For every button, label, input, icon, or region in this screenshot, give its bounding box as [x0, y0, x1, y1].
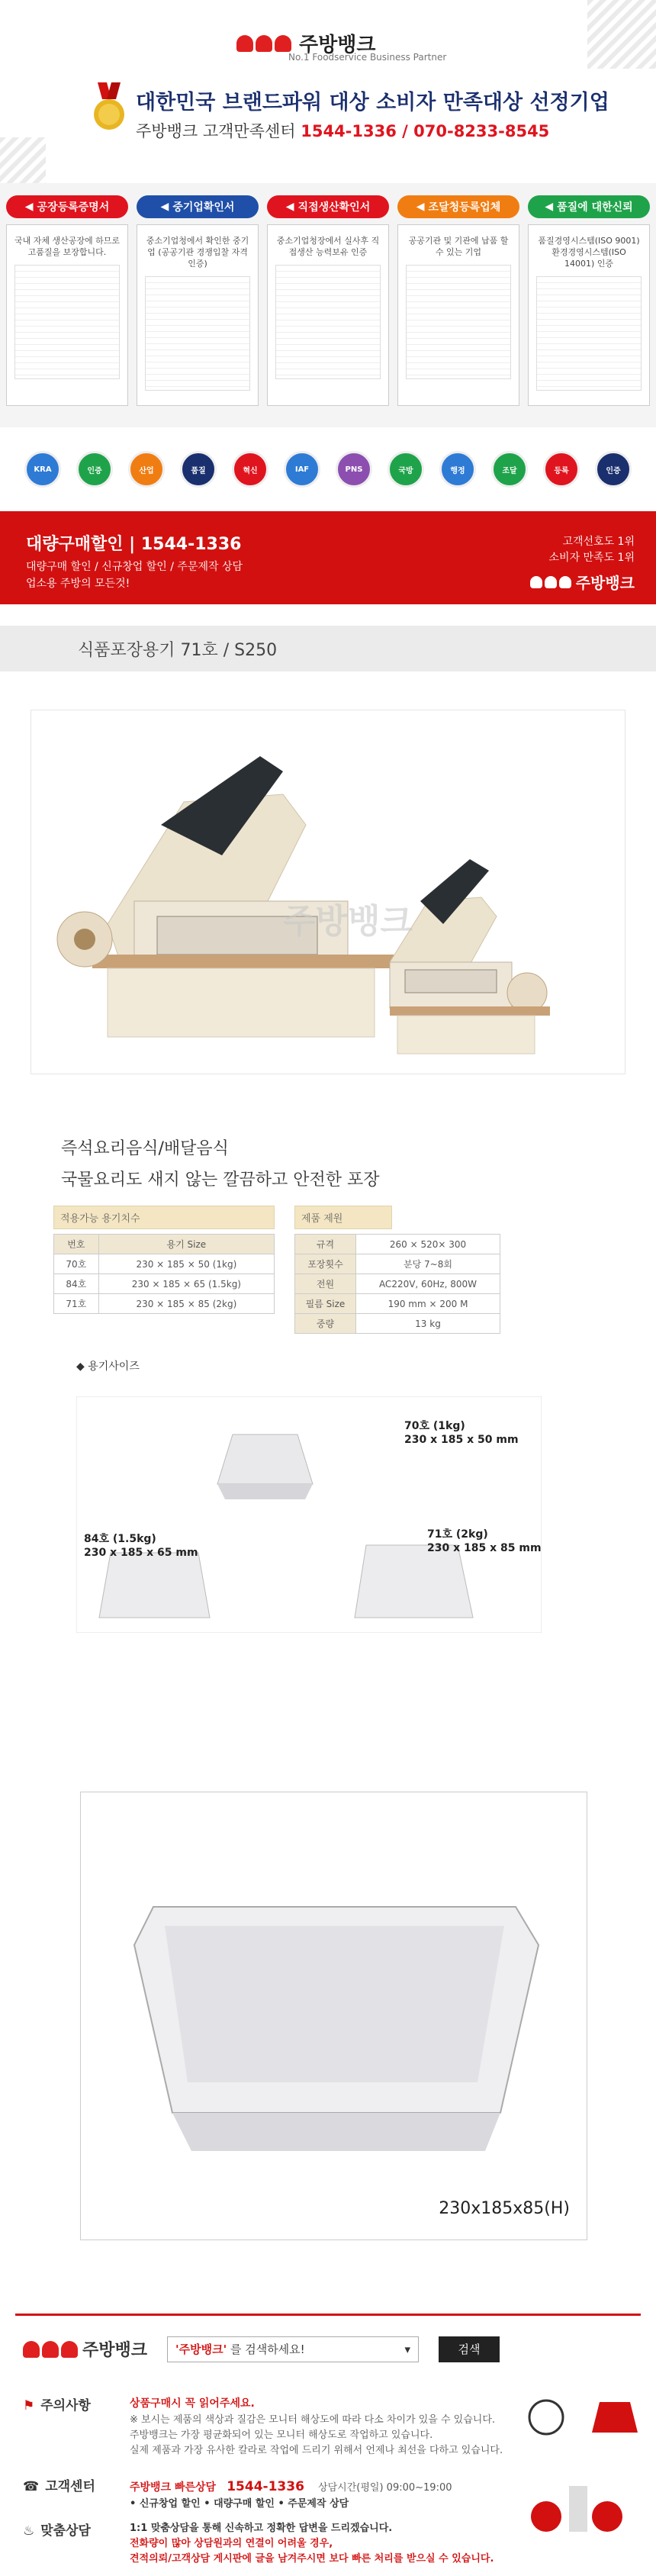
certificate-desc: 국내 자체 생산공장에 하므로 고품질을 보장합니다.	[14, 236, 121, 257]
certificate-document	[406, 265, 511, 379]
desc-line-1: 즉석요리음식/배달음식	[61, 1139, 229, 1158]
cs-hours: 상담시간(평일) 09:00~19:00	[318, 2482, 452, 2494]
table-cell: 230 × 185 × 65 (1.5kg)	[98, 1274, 274, 1294]
kettle-icon: ♨	[23, 2523, 35, 2539]
notice-3: 실제 제품과 가장 유사한 칼라로 작업에 드리기 위해서 언제나 최선을 다하고 있습니다.	[130, 2444, 503, 2456]
table-caption: 제품 제원	[294, 1206, 392, 1229]
certificate-title: 직접생산확인서	[297, 201, 371, 214]
table-cell: 70호	[54, 1254, 99, 1274]
certificate-tab	[137, 195, 259, 218]
table-cell: 분당 7~8회	[356, 1254, 500, 1274]
arrow-icon: ◀	[416, 201, 425, 213]
certificate-paper	[528, 224, 650, 406]
certificate-desc: 공공기관 및 기관에 납품 할 수 있는 기업	[408, 236, 509, 257]
cup-71-shape	[355, 1545, 473, 1618]
certificate-paper	[397, 224, 519, 406]
cup-70-dim: 230 x 185 x 50 mm	[404, 1434, 519, 1447]
spec-table	[294, 1206, 500, 1358]
cert-badge-icon: 조달	[491, 451, 528, 488]
table-cell: 71호	[54, 1294, 99, 1314]
cup-70-label	[404, 1419, 519, 1447]
cs-phone: 1544-1336 / 070-8233-8545	[301, 122, 550, 140]
certificate-desc: 품질경영시스템(ISO 9001) 환경경영시스템(ISO 14001) 인증	[538, 236, 640, 269]
cs-label: 주방뱅크 고객만족센터	[136, 122, 296, 140]
banner-line1: 대량구매 할인 / 신규창업 할인 / 주문제작 상담	[26, 561, 243, 573]
large-container-image	[80, 1792, 587, 2240]
certificate-card[interactable]	[528, 195, 650, 406]
th-size: 용기 Size	[98, 1235, 274, 1254]
cert-badge-icon: 등록	[543, 451, 580, 488]
notice-1: ※ 보시는 제품의 색상과 질감은 모니터 해상도에 따라 다소 차이가 있을 수 있습니다.	[130, 2413, 496, 2426]
certificate-title: 품질에 대한신뢰	[557, 201, 633, 214]
arrow-icon: ◀	[24, 201, 34, 213]
cs-phone-footer[interactable]: 1544-1336	[227, 2479, 304, 2494]
consult-2: 전화량이 많아 상담원과의 연결이 어려울 경우,	[130, 2538, 333, 2550]
certificates-section	[0, 183, 656, 427]
badge-row	[0, 427, 656, 511]
certificate-tab	[397, 195, 519, 218]
table-row	[295, 1235, 500, 1254]
certificates-row	[0, 195, 656, 406]
large-container-illustration	[81, 1792, 587, 2240]
header	[0, 0, 656, 183]
certificate-document	[145, 276, 250, 391]
certificate-tab	[6, 195, 128, 218]
table-cell: 13 kg	[356, 1314, 500, 1334]
certificate-title: 중기업확인서	[172, 201, 235, 214]
certificate-document	[14, 265, 120, 379]
banner-line2: 업소용 주방의 모든것!	[26, 578, 130, 590]
product-title-bar	[0, 626, 656, 671]
notice-heading: ⚑ 주의사항	[15, 2396, 130, 2458]
certificate-paper	[137, 224, 259, 406]
product-title: 식품포장용기 71호 / S250	[78, 640, 278, 660]
cs-fast: 주방뱅크 빠른상담	[130, 2481, 217, 2494]
medal-icon	[92, 82, 127, 133]
consult-3: 견적의뢰/고객상담 게시판에 글을 남겨주시면 보다 빠른 처리를 받으실 수 있습니다.	[130, 2553, 494, 2565]
certificate-card[interactable]	[6, 195, 128, 406]
banner-title: 대량구매할인 | 1544-1336	[26, 535, 242, 554]
table-cell: 84호	[54, 1274, 99, 1294]
certificate-document	[536, 276, 642, 391]
table-row	[54, 1254, 275, 1274]
table-row	[54, 1294, 275, 1314]
table-cell: 필름 Size	[295, 1294, 356, 1314]
consult-1: 1:1 맞춤상담을 통해 신속하고 정확한 답변을 드리겠습니다.	[130, 2523, 393, 2534]
arrow-icon: ◀	[160, 201, 169, 213]
cup-84-dim: 230 x 185 x 65 mm	[84, 1547, 198, 1560]
cup-84-shape	[99, 1553, 210, 1618]
desc-line-2: 국물요리도 새지 않는 깔끔하고 안전한 포장	[61, 1170, 380, 1190]
cs-tags: • 신규창업 할인 • 대량구매 할인 • 주문제작 상담	[130, 2498, 349, 2510]
banner-logo	[530, 571, 635, 593]
rank-1: 고객선호도 1위	[562, 536, 635, 548]
certificate-card[interactable]	[137, 195, 259, 406]
arrow-icon: ◀	[545, 201, 554, 213]
banner-rank	[549, 534, 635, 566]
search-query: '주방뱅크'	[175, 2343, 227, 2356]
product-description	[0, 1074, 656, 1206]
logo-icon	[23, 2341, 78, 2358]
th-no: 번호	[54, 1235, 99, 1254]
table-cell: 포장횟수	[295, 1254, 356, 1274]
table-caption: 적용가능 용기치수	[53, 1206, 275, 1229]
certificate-paper	[267, 224, 389, 406]
chevron-down-icon: ▾	[404, 2342, 411, 2356]
cert-badge-icon: 인증	[76, 451, 113, 488]
table-row	[295, 1274, 500, 1294]
award-text: 대한민국 브랜드파워 대상 소비자 만족대상 선정기업	[136, 91, 609, 114]
table-cell: 중량	[295, 1314, 356, 1334]
cup-70-name: 70호 (1kg)	[404, 1420, 465, 1432]
notice-red: 상품구매시 꼭 읽어주세요.	[130, 2397, 255, 2410]
certificate-tab	[528, 195, 650, 218]
cup-84-name: 84호 (1.5kg)	[84, 1533, 156, 1545]
table-row	[295, 1314, 500, 1334]
footer-logo[interactable]	[23, 2337, 147, 2361]
table-row	[295, 1254, 500, 1274]
cert-badge-icon: 산업	[128, 451, 165, 488]
cs-heading: ☎ 고객센터	[15, 2477, 130, 2512]
cert-badge-icon: 행정	[439, 451, 476, 488]
search-button[interactable]: 검색	[439, 2336, 500, 2362]
certificate-desc: 중소기업청에서 확인한 중기업 (공공기관 경쟁입찰 자격인증)	[146, 236, 249, 269]
table-cell: 190 mm × 200 M	[356, 1294, 500, 1314]
rank-2: 소비자 만족도 1위	[548, 552, 635, 564]
certificate-title: 공장등록증명서	[37, 201, 110, 214]
table-cell: 230 × 185 × 85 (2kg)	[98, 1294, 274, 1314]
large-container-dim: 230x185x85(H)	[439, 2199, 570, 2218]
cert-badge-icon: KRA	[24, 451, 61, 488]
product-image	[31, 710, 625, 1074]
spec-tables	[0, 1206, 656, 1358]
cert-badge-icon: 국방	[387, 451, 424, 488]
table-row	[54, 1274, 275, 1294]
sizes-label: ◆ 용기사이즈	[76, 1360, 140, 1373]
cert-badge-icon: PNS	[336, 451, 372, 488]
cert-badge-icon: 혁신	[232, 451, 269, 488]
discount-banner[interactable]	[0, 511, 656, 604]
brand-name: 주방뱅크	[299, 34, 376, 56]
footer-search-bar	[15, 2314, 641, 2382]
certificate-document	[275, 265, 381, 379]
certificate-paper	[6, 224, 128, 406]
table-cell: 규격	[295, 1235, 356, 1254]
flag-icon: ⚑	[23, 2398, 35, 2413]
consult-heading: ♨ 맞춤상담	[15, 2521, 130, 2567]
cup-71-dim: 230 x 185 x 85 mm	[427, 1542, 542, 1555]
container-size-table	[53, 1206, 275, 1358]
logo-icon	[530, 576, 571, 588]
table-cell: 전원	[295, 1274, 356, 1294]
cup-71-label	[427, 1528, 542, 1555]
certificate-card[interactable]	[397, 195, 519, 406]
phone-icon: ☎	[23, 2479, 40, 2494]
certificate-card[interactable]	[267, 195, 389, 406]
cert-badge-icon: 품질	[180, 451, 217, 488]
decor-stripes	[587, 0, 656, 69]
cert-badge-icon: 인증	[595, 451, 632, 488]
table-cell: 260 × 520× 300	[356, 1235, 500, 1254]
search-input[interactable]	[167, 2336, 419, 2362]
certificate-title: 조달청등록업체	[428, 201, 501, 214]
brand-tagline: No.1 Foodservice Business Partner	[288, 52, 447, 63]
table-row	[295, 1294, 500, 1314]
footer-brand: 주방뱅크	[82, 2341, 148, 2360]
table-cell: 230 × 185 × 50 (1kg)	[98, 1254, 274, 1274]
cup-71-name: 71호 (2kg)	[427, 1528, 488, 1541]
cs-line	[136, 119, 549, 142]
notice-2: 주방뱅크는 가장 평균화되어 있는 모니터 해상도로 작업하고 있습니다.	[130, 2429, 433, 2441]
banner-logo-text: 주방뱅크	[575, 574, 635, 592]
table-cell: AC220V, 60Hz, 800W	[356, 1274, 500, 1294]
cup-84-label	[84, 1532, 198, 1560]
watermark: 주방뱅크	[283, 902, 413, 941]
decor-stripes	[0, 137, 46, 183]
arrow-icon: ◀	[285, 201, 294, 213]
cup-70-shape	[217, 1435, 313, 1499]
certificate-desc: 중소기업청장에서 실사후 직접생산 능력보유 인증	[276, 236, 380, 257]
sealer-machine-illustration	[31, 710, 625, 1074]
container-sizes	[0, 1358, 656, 1847]
cert-badge-icon: IAF	[284, 451, 320, 488]
search-tail: 를 검색하세요!	[230, 2343, 305, 2356]
logo-icon	[236, 35, 291, 52]
certificate-tab	[267, 195, 389, 218]
cafe-illustration	[516, 2387, 645, 2570]
